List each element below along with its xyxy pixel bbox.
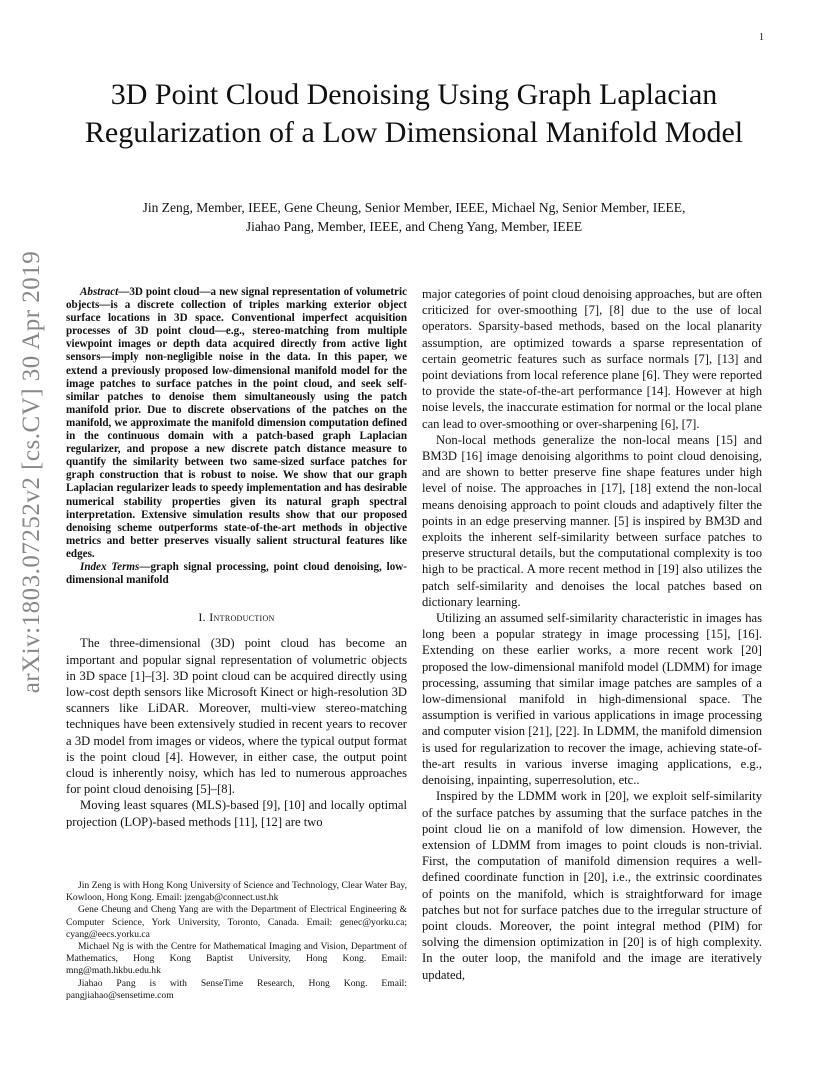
index-terms-label: Index Terms: [80, 560, 140, 573]
footnote-3: Michael Ng is with the Centre for Mathematical Imaging and Vision, Department of Mathematics, Hong Kong Baptist University, Hong Kong. Email: mng@math.hkbu.edu.hk: [66, 941, 407, 977]
author-list: [60, 198, 768, 236]
index-terms: [66, 561, 407, 587]
right-paragraph-4: Inspired by the LDMM work in [20], we exploit self-similarity of the surface patches by assuming that the surface patches in the point cloud lie on a manifold of low dimension. However, the extension of LDMM from images to point clouds is non-trivial. First, the computation of manifold dimension requires a well-defined coordinate function in [20], i.e., the extrinsic coordinates of points on the manifold, which is straightforward for image patches but not for surface patches due to the irregular structure of point clouds. Moreover, the point integral method (PIM) for solving the dimension optimization in [20] is of high complexity. In the outer loop, the manifold and the image are iteratively updated,: [422, 789, 762, 982]
abstract: [66, 286, 407, 561]
right-paragraph-1: major categories of point cloud denoising approaches, but are often criticized for over-smoothing [7], [8] due to the use of local operators. Sparsity-based methods, based on the local planarity assumption, are optimized towards a sparse representation of certain geometric features such as surface normals [7], [13] and point deviations from local reference plane [6]. They were reported to provide the state-of-the-art performance [14]. However at high noise levels, the inaccurate estimation for normal or the local plane can lead to over-smoothing or over-sharpening [6], [7].: [422, 287, 762, 431]
index-terms-text: —graph signal processing, point cloud denoising, low-dimensional manifold: [66, 560, 407, 587]
abstract-label: Abstract: [80, 286, 119, 298]
author-line-2: Jiahao Pang, Member, IEEE, and Cheng Yang, Member, IEEE: [245, 219, 583, 234]
left-column: [66, 286, 407, 830]
footnote-2: Gene Cheung and Cheng Yang are with the Department of Electrical Engineering & Computer Science, York University, Toronto, Canada. Email: genec@yorku.ca; cyang@eecs.yorku.ca: [66, 904, 407, 940]
author-line-1: Jin Zeng, Member, IEEE, Gene Cheung, Senior Member, IEEE, Michael Ng, Senior Member, IEEE,: [142, 200, 686, 215]
left-paragraph-2: Moving least squares (MLS)-based [9], [10] and locally optimal projection (LOP)-based methods [11], [12] are two: [66, 798, 407, 829]
footnotes: [66, 880, 407, 1002]
abstract-text: —3D point cloud—a new signal representation of volumetric objects—is a discrete collection of triples marking exterior object surface locations in 3D space. Conventional imperfect acquisition processes of 3D point cloud—e.g., stereo-matching from multiple viewpoint images or depth data acquired directly from active light sensors—imply non-negligible noise in the data. In this paper, we extend a previously proposed low-dimensional manifold model for the image patches to surface patches in the point cloud, and seek self-similar patches to denoise them simultaneously using the patch manifold prior. Due to discrete observations of the patches on the manifold, we approximate the manifold dimension computation defined in the continuous domain with a patch-based graph Laplacian regularizer, and propose a new discrete patch distance measure to quantify the similarity between two same-sized surface patches for graph construction that is robust to noise. We show that our graph Laplacian regularizer leads to speedy implementation and has desirable numerical stability properties given its natural graph spectral interpretation. Extensive simulation results show that our proposed denoising scheme outperforms state-of-the-art methods in objective metrics and better preserves visually salient structural features like edges.: [66, 286, 407, 560]
left-paragraph-1: The three-dimensional (3D) point cloud has become an important and popular signal representation of volumetric objects in 3D space [1]–[3]. 3D point cloud can be acquired directly using low-cost depth sensors like Microsoft Kinect or high-resolution 3D scanners like LiDAR. Moreover, multi-view stereo-matching techniques have been extensively studied in recent years to recover a 3D model from images or videos, where the typical output format is the point cloud [4]. However, in either case, the output point cloud is inherently noisy, which has led to numerous approaches for point cloud denoising [5]–[8].: [66, 636, 407, 797]
right-paragraph-3: Utilizing an assumed self-similarity characteristic in images has long been a popular strategy in image processing [15], [16]. Extending on these earlier works, a more recent work [20] proposed the low-dimensional manifold model (LDMM) for image processing, assuming that similar image patches are samples of a low-dimensional manifold in high-dimensional space. The assumption is verified in various applications in image processing and computer vision [21], [22]. In LDMM, the manifold dimension is used for regularization to recover the image, achieving state-of-the-art results in various inverse imaging applications, e.g., denoising, inpainting, superresolution, etc..: [422, 611, 762, 788]
right-column: [422, 286, 762, 983]
right-paragraph-2: Non-local methods generalize the non-local means [15] and BM3D [16] image denoising algorithms to point cloud denoising, and are shown to better preserve fine shape features under high level of noise. The approaches in [17], [18] extend the non-local means denoising approach to point clouds and adaptively filter the points in an edge preserving manner. [5] is inspired by BM3D and exploits the inherent self-similarity between surface patches to preserve structural details, but the computational complexity is too high to be practical. A more recent method in [19] also utilizes the patch self-similarity and denoises the local patches based on dictionary learning.: [422, 432, 762, 609]
section-heading-introduction: I. Introduction: [198, 610, 275, 625]
arxiv-identifier: arXiv:1803.07252v2 [cs.CV] 30 Apr 2019: [18, 250, 45, 694]
footnote-4: Jiahao Pang is with SenseTime Research, Hong Kong. Email: pangjiahao@sensetime.com: [66, 977, 407, 1001]
footnote-1: Jin Zeng is with Hong Kong University of Science and Technology, Clear Water Bay, Kowloon, Hong Kong. Email: jzengab@connect.ust.hk: [66, 880, 407, 904]
page-number: 1: [759, 32, 764, 43]
paper-title: 3D Point Cloud Denoising Using Graph Laplacian Regularization of a Low Dimensional Manifold Model: [84, 78, 744, 149]
